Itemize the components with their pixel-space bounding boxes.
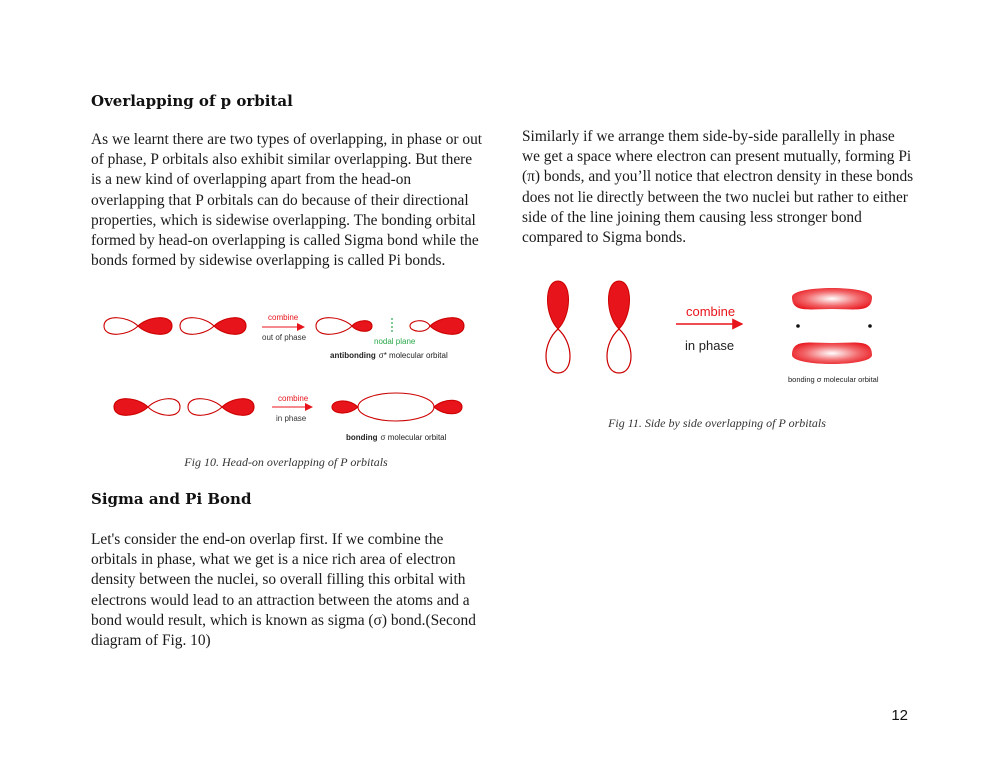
figure-10-caption: Fig 10. Head-on overlapping of P orbitals — [184, 455, 388, 469]
bonding-caption: bonding σ molecular orbital — [346, 433, 447, 442]
p-orbital-vertical-2 — [607, 281, 631, 373]
paragraph-overlapping-intro: As we learnt there are two types of overlapping, in phase or out of phase, P orbitals also exhibit similar overlapping. But there is a new kind of overlapping apart from the head-on overlapping that P orbitals can do because of their directional properties, which is sidewise overlapping. The bonding orbital formed by head-on overlapping is called Sigma bond while the bonds formed by sidewise overlapping is called Pi bonds. — [91, 131, 483, 270]
figure-11-caption: Fig 11. Side by side overlapping of P orbitals — [608, 416, 826, 430]
fig10-top-phase-label: out of phase — [262, 333, 307, 342]
fig11-phase-label: in phase — [685, 338, 735, 353]
fig11-result-label: bonding σ molecular orbital — [788, 375, 879, 384]
paragraph-pi-bond: Similarly if we arrange them side-by-side parallelly in phase we get a space where electron can present mutually, forming Pi (π) bonds, and you’ll notice that electron density in these bonds does not lie directly between the two nuclei but rather to either side of the line joining them causing less stronger bond compared to Sigma bonds. — [522, 128, 914, 247]
p-orbital-vertical-1 — [546, 281, 570, 373]
fig10-bottom-phase-label: in phase — [276, 414, 307, 423]
nodal-plane-label: nodal plane — [374, 337, 416, 346]
antibonding-orbital — [316, 318, 464, 335]
orbital-pair-in-phase-left — [114, 399, 254, 416]
page-number: 12 — [891, 707, 908, 724]
figure-10-head-on-overlap — [90, 290, 480, 450]
antibonding-caption: antibonding σ* molecular orbital — [330, 351, 448, 360]
orbital-pair-out-of-phase-left — [104, 318, 246, 335]
fig11-combine-label: combine — [686, 304, 736, 319]
bonding-sigma-orbital — [332, 393, 462, 421]
paragraph-sigma-bond: Let's consider the end-on overlap first. If we combine the orbitals in phase, what we get is a nice rich area of electron density between the nuclei, so overall filling this orbital with electrons would lead to an attraction between the atoms and a bond would result, which is known as sigma (σ) bond.(Second diagram of Fig. 10) — [91, 531, 476, 650]
figure-11-side-by-side-overlap — [530, 275, 900, 395]
section-heading-sigma-pi: Sigma and Pi Bond — [91, 490, 252, 508]
fig10-bottom-combine-label: combine — [278, 394, 309, 403]
section-heading-overlapping: Overlapping of p orbital — [91, 92, 293, 110]
pi-bonding-orbital — [792, 288, 872, 364]
fig10-top-combine-label: combine — [268, 313, 299, 322]
